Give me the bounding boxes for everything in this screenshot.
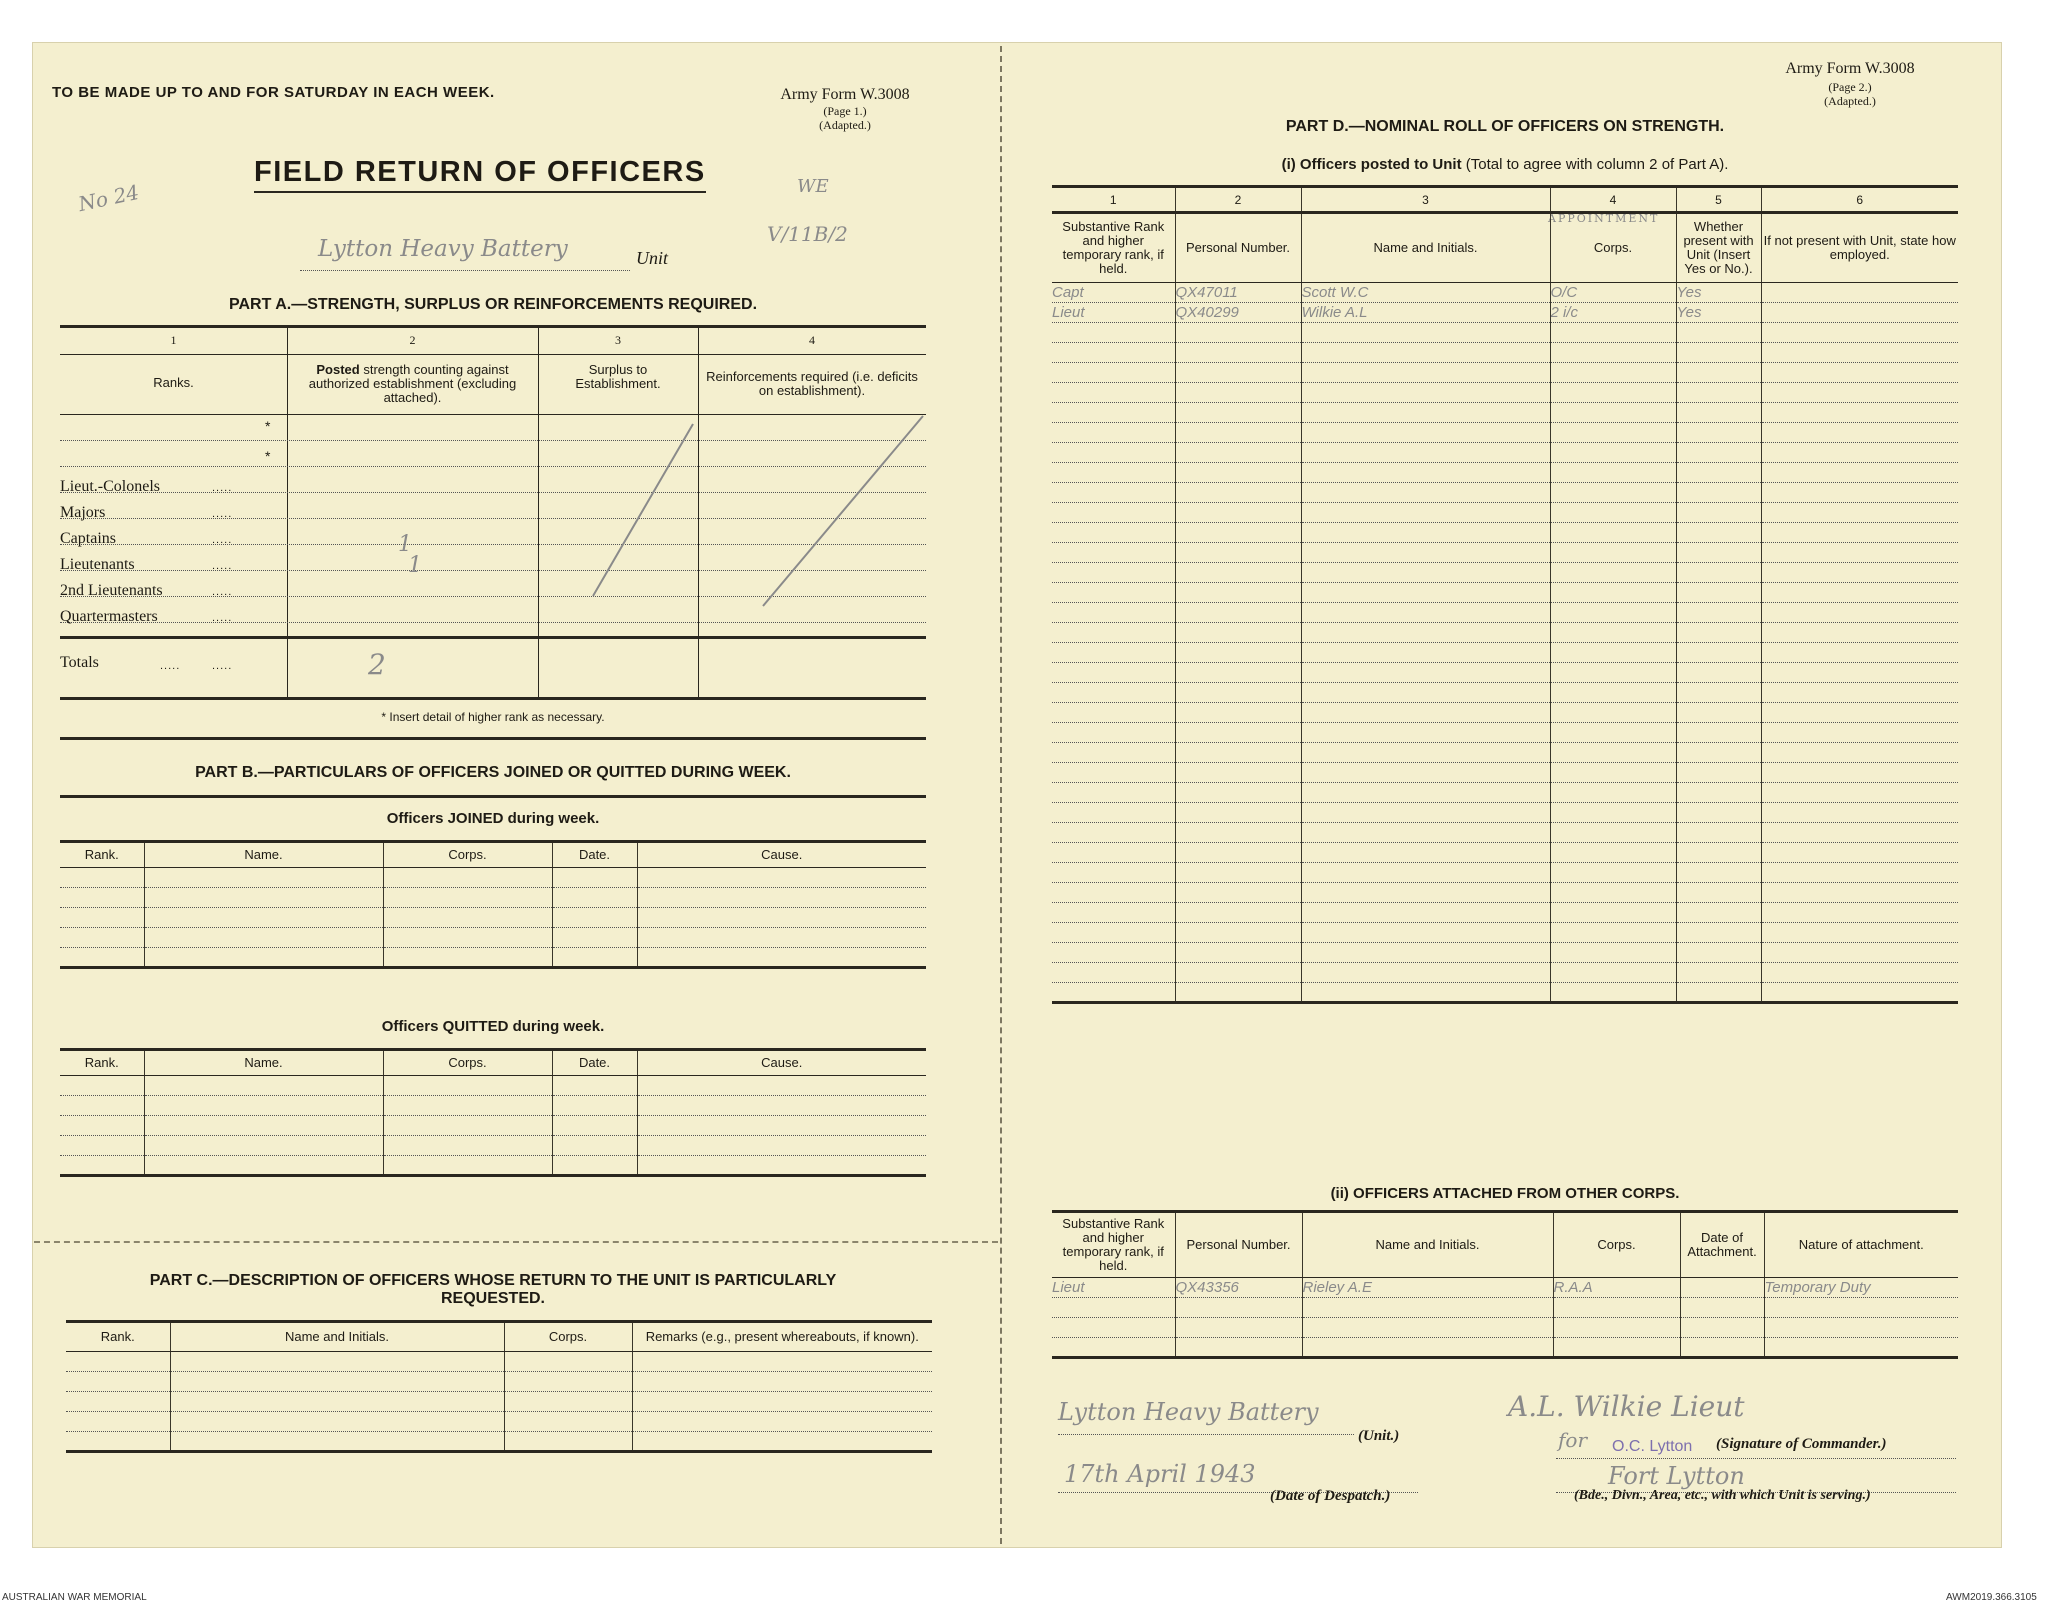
leader-dots: .....: [212, 612, 233, 624]
part-a-footnote: * Insert detail of higher rank as necessary.: [381, 710, 605, 724]
nil-strike-lines: [538, 414, 926, 636]
section-rule: [60, 737, 926, 740]
col-header: Name.: [144, 1050, 383, 1076]
joined-table: [60, 840, 926, 969]
col-header: Corps.: [1550, 213, 1676, 283]
table-row: [1052, 803, 1958, 823]
table-row: [60, 1096, 926, 1116]
col-header: Date.: [552, 1050, 637, 1076]
for-handwritten: for: [1558, 1428, 1588, 1452]
table-row: [1052, 643, 1958, 663]
unit-handwritten: Lytton Heavy Battery: [318, 236, 568, 262]
leader-dots: .....: [212, 586, 233, 598]
star-marker: *: [265, 448, 271, 464]
col-header: Corps.: [1553, 1212, 1680, 1278]
table-row: [1052, 403, 1958, 423]
table-row: [1052, 343, 1958, 363]
signature-label: (Signature of Commander.): [1716, 1436, 1887, 1452]
unit-label: Unit: [636, 248, 669, 268]
table-row: [66, 1352, 932, 1372]
leader-dots: .....: [212, 508, 233, 520]
handwritten-margin-note: No 24: [76, 179, 142, 217]
table-row: [1052, 623, 1958, 643]
strike-line: [763, 416, 923, 606]
table-row: [66, 1412, 932, 1432]
posted-strength-header: Posted strength counting against authorized establishment (excluding attached).: [308, 362, 517, 405]
table-row: [1052, 983, 1958, 1003]
table-row: [1052, 563, 1958, 583]
table-row: [1052, 1298, 1958, 1318]
quitted-title: Officers QUITTED during week.: [381, 1018, 605, 1035]
col-header: Name and Initials.: [1301, 213, 1550, 283]
table-row: [1052, 783, 1958, 803]
col-number: 2: [1175, 187, 1301, 213]
col-header: Nature of attachment.: [1764, 1212, 1958, 1278]
table-row: Capt QX47011 Scott W.C O/C Yes: [1052, 283, 1958, 303]
form-number: Army Form W.3008: [1785, 60, 1915, 77]
table-row: [1052, 723, 1958, 743]
col-number: 1: [170, 333, 177, 347]
table-row: [1052, 1318, 1958, 1338]
totals-value: 2: [368, 648, 386, 681]
table-row: [1052, 703, 1958, 723]
col-header: Name and Initials.: [170, 1322, 504, 1352]
rank-label: Majors: [60, 504, 106, 521]
col-header: Cause.: [637, 1050, 926, 1076]
col-header: Name.: [144, 842, 383, 868]
col-header: If not present with Unit, state how employed.: [1761, 213, 1958, 283]
table-row: [1052, 423, 1958, 443]
page-number: (Page 1.): [823, 104, 867, 118]
table-row: [1052, 883, 1958, 903]
table-row: [1052, 443, 1958, 463]
leader-dots: .....: [212, 534, 233, 546]
table-row: [1052, 583, 1958, 603]
center-fold: [1000, 46, 1002, 1544]
rank-label: Captains: [60, 530, 116, 547]
form-number: Army Form W.3008: [780, 86, 910, 103]
unit-handwritten: Lytton Heavy Battery: [1058, 1398, 1319, 1426]
part-a-number-rule: [60, 354, 926, 355]
table-row: [1052, 503, 1958, 523]
table-row: [60, 868, 926, 888]
nominal-roll-table: [1052, 185, 1958, 1004]
attached-officers-table: [1052, 1210, 1958, 1359]
part-a-title: PART A.—STRENGTH, SURPLUS OR REINFORCEMENTS REQUIRED.: [228, 296, 758, 313]
rank-label: Lieut.-Colonels: [60, 478, 160, 495]
table-row: [60, 928, 926, 948]
table-row: [1052, 743, 1958, 763]
commander-signature: A.L. Wilkie Lieut: [1508, 1390, 1745, 1423]
table-row: [1052, 463, 1958, 483]
table-row: [1052, 483, 1958, 503]
table-row: [1052, 823, 1958, 843]
handwritten-margin-note: V/11B/2: [767, 222, 848, 246]
part-a-top-rule: [60, 325, 926, 328]
part-a-bottom-rule: [60, 697, 926, 700]
attached-title: (ii) OFFICERS ATTACHED FROM OTHER CORPS.: [1330, 1185, 1680, 1202]
col-header: Remarks (e.g., present whereabouts, if known).: [632, 1322, 932, 1352]
credit-left: AUSTRALIAN WAR MEMORIAL: [2, 1592, 147, 1603]
table-row: [1052, 1338, 1958, 1358]
appointment-note: APPOINTMENT: [1548, 212, 1660, 225]
rank-label: Lieutenants: [60, 556, 135, 573]
section-rule: [60, 795, 926, 798]
col-header: Rank.: [60, 842, 144, 868]
totals-label: Totals: [60, 654, 99, 671]
table-row: [66, 1392, 932, 1412]
col-number: 4: [1550, 187, 1676, 213]
adapted-note: (Adapted.): [1824, 94, 1876, 108]
col-number: 3: [615, 333, 621, 347]
strike-line: [593, 424, 693, 596]
table-row: [60, 1136, 926, 1156]
oc-stamp: O.C. Lytton: [1612, 1438, 1693, 1455]
rank-label: 2nd Lieutenants: [60, 582, 163, 599]
table-row: [60, 1156, 926, 1176]
page-title: FIELD RETURN OF OFFICERS: [254, 156, 706, 193]
date-handwritten: 17th April 1943: [1064, 1460, 1256, 1488]
table-row: [1052, 903, 1958, 923]
table-row: [1052, 363, 1958, 383]
part-a-col-divider: [287, 325, 288, 697]
col-header: Corps.: [383, 1050, 552, 1076]
leader-dots: .....: [212, 660, 233, 672]
table-row: [1052, 543, 1958, 563]
reinforcements-header: Reinforcements required (i.e. deficits on establishment).: [706, 369, 918, 398]
col-number: 1: [1052, 187, 1175, 213]
table-row: [1052, 383, 1958, 403]
part-c-table: [66, 1320, 932, 1453]
col-number: 5: [1676, 187, 1761, 213]
table-row: [1052, 323, 1958, 343]
col-header: Rank.: [66, 1322, 170, 1352]
col-header: Cause.: [637, 842, 926, 868]
table-row: [1052, 943, 1958, 963]
handwritten-margin-note: WE: [797, 176, 829, 197]
col-header: Rank.: [60, 1050, 144, 1076]
col-header: Personal Number.: [1175, 213, 1301, 283]
col-number: 2: [409, 333, 416, 347]
col-number: 6: [1761, 187, 1958, 213]
header-note: TO BE MADE UP TO AND FOR SATURDAY IN EACH WEEK.: [52, 84, 495, 101]
col-number: 4: [809, 333, 815, 347]
table-row: [1052, 843, 1958, 863]
part-c-title: PART C.—DESCRIPTION OF OFFICERS WHOSE RETURN TO THE UNIT IS PARTICULARLY REQUESTED.: [149, 1272, 837, 1307]
unit-label: (Unit.): [1358, 1428, 1400, 1444]
table-row: [66, 1432, 932, 1452]
leader-dots: .....: [160, 660, 181, 672]
table-row: Lieut QX43356 Rieley A.E R.A.A Temporary Duty: [1052, 1278, 1958, 1298]
joined-title: Officers JOINED during week.: [386, 810, 600, 827]
bde-label: (Bde., Divn., Area, etc., with which Unit is serving.): [1574, 1488, 1871, 1503]
col-header: Substantive Rank and higher temporary rank, if held.: [1052, 1212, 1175, 1278]
col-header: Date of Attachment.: [1680, 1212, 1764, 1278]
col-header: Substantive Rank and higher temporary rank, if held.: [1052, 213, 1175, 283]
ranks-header: Ranks.: [153, 375, 194, 390]
page-number: (Page 2.): [1828, 80, 1872, 94]
page1-fold-line: [34, 1241, 998, 1243]
part-b-title: PART B.—PARTICULARS OF OFFICERS JOINED OR QUITTED DURING WEEK.: [195, 764, 791, 781]
credit-right: AWM2019.366.3105: [1946, 1592, 2037, 1603]
surplus-header: Surplus to Establishment.: [575, 362, 661, 391]
col-header: Name and Initials.: [1302, 1212, 1553, 1278]
part-d-title: PART D.—NOMINAL ROLL OF OFFICERS ON STRENGTH.: [1285, 118, 1725, 135]
col-number: 3: [1301, 187, 1550, 213]
table-row: [1052, 923, 1958, 943]
adapted-note: (Adapted.): [819, 118, 871, 132]
col-header: Date.: [552, 842, 637, 868]
col-header: Personal Number.: [1175, 1212, 1302, 1278]
col-header: Corps.: [383, 842, 552, 868]
table-row: [1052, 963, 1958, 983]
col-header: Whether present with Unit (Insert Yes or No.).: [1676, 213, 1761, 283]
leader-dots: .....: [212, 560, 233, 572]
leader-dots: .....: [212, 482, 233, 494]
table-row: [1052, 663, 1958, 683]
rank-label: Quartermasters: [60, 608, 158, 625]
unit-dotted-line: [300, 270, 630, 271]
table-row: [1052, 603, 1958, 623]
table-row: [1052, 863, 1958, 883]
part-d-subtitle: (i) Officers posted to Unit (Total to agree with column 2 of Part A).: [1281, 156, 1729, 173]
lieutenants-count: 1: [408, 553, 422, 578]
table-row: [66, 1372, 932, 1392]
date-label: (Date of Despatch.): [1270, 1488, 1391, 1504]
star-marker: *: [265, 418, 271, 434]
part-a-totals-rule: [60, 636, 926, 639]
table-row: [60, 888, 926, 908]
table-row: [60, 1116, 926, 1136]
bde-handwritten: Fort Lytton: [1608, 1462, 1745, 1490]
col-header: Corps.: [504, 1322, 632, 1352]
table-row: Lieut QX40299 Wilkie A.L 2 i/c Yes: [1052, 303, 1958, 323]
table-row: [1052, 763, 1958, 783]
quitted-table: [60, 1048, 926, 1177]
table-row: [60, 1076, 926, 1096]
table-row: [60, 908, 926, 928]
table-row: [1052, 523, 1958, 543]
table-row: [1052, 683, 1958, 703]
captains-count: 1: [398, 532, 412, 557]
table-row: [60, 948, 926, 968]
